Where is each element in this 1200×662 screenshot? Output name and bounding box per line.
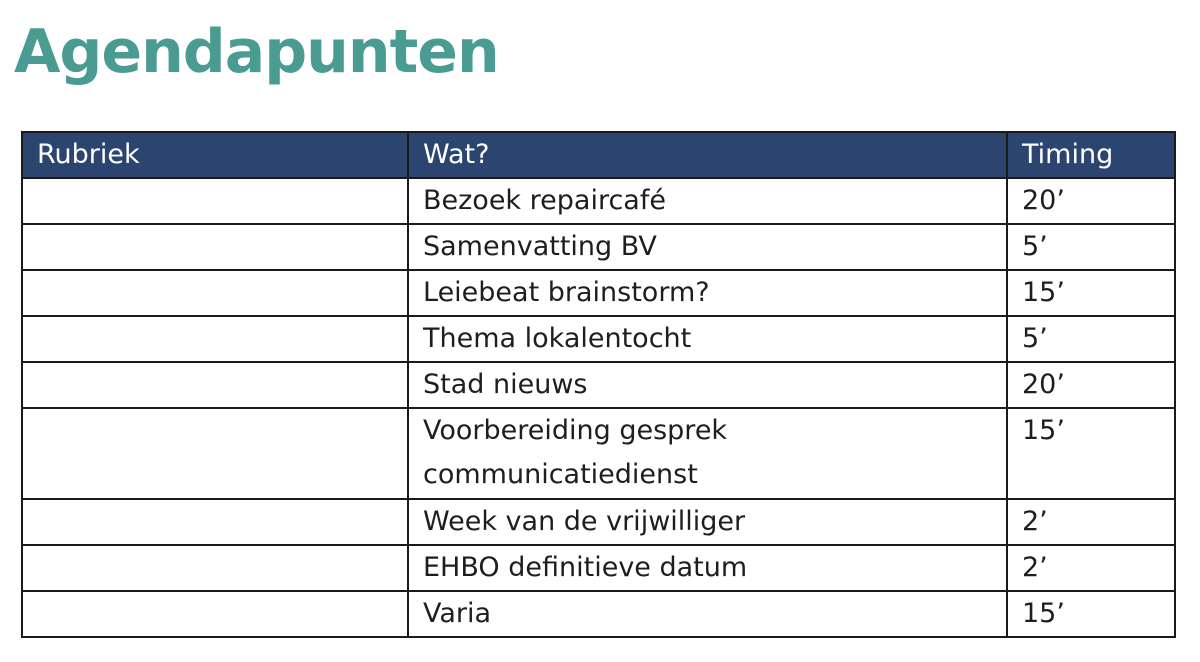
cell-rubriek[interactable] xyxy=(22,408,408,499)
table-body xyxy=(22,178,1175,637)
cell-rubriek[interactable] xyxy=(22,178,408,224)
cell-timing[interactable]: 15’ xyxy=(1007,408,1175,499)
cell-timing[interactable]: 2’ xyxy=(1007,545,1175,591)
cell-rubriek[interactable] xyxy=(22,545,408,591)
cell-rubriek[interactable] xyxy=(22,224,408,270)
page-title: Agendapunten xyxy=(14,17,499,87)
table-row xyxy=(22,545,1175,591)
cell-wat[interactable]: Voorbereiding gesprek communicatiedienst xyxy=(408,408,1007,499)
cell-wat[interactable]: EHBO definitieve datum xyxy=(408,545,1007,591)
header-wat: Wat? xyxy=(408,132,1007,178)
table-row xyxy=(22,224,1175,270)
cell-timing[interactable]: 15’ xyxy=(1007,270,1175,316)
cell-timing[interactable]: 20’ xyxy=(1007,362,1175,408)
cell-timing[interactable]: 15’ xyxy=(1007,591,1175,637)
agenda-table xyxy=(21,131,1176,638)
cell-rubriek[interactable] xyxy=(22,499,408,545)
cell-wat[interactable]: Varia xyxy=(408,591,1007,637)
header-rubriek: Rubriek xyxy=(22,132,408,178)
table-row xyxy=(22,591,1175,637)
table-header xyxy=(22,132,1175,178)
cell-rubriek[interactable] xyxy=(22,270,408,316)
cell-wat[interactable]: Week van de vrijwilliger xyxy=(408,499,1007,545)
table-row xyxy=(22,362,1175,408)
cell-rubriek[interactable] xyxy=(22,316,408,362)
cell-rubriek[interactable] xyxy=(22,362,408,408)
header-row xyxy=(22,132,1175,178)
cell-timing[interactable]: 5’ xyxy=(1007,316,1175,362)
cell-timing[interactable]: 5’ xyxy=(1007,224,1175,270)
table-row xyxy=(22,499,1175,545)
cell-timing[interactable]: 20’ xyxy=(1007,178,1175,224)
header-timing: Timing xyxy=(1007,132,1175,178)
table-row xyxy=(22,270,1175,316)
cell-wat[interactable]: Bezoek repaircafé xyxy=(408,178,1007,224)
table-row xyxy=(22,178,1175,224)
cell-wat[interactable]: Stad nieuws xyxy=(408,362,1007,408)
cell-rubriek[interactable] xyxy=(22,591,408,637)
cell-wat[interactable]: Thema lokalentocht xyxy=(408,316,1007,362)
cell-timing[interactable]: 2’ xyxy=(1007,499,1175,545)
cell-wat[interactable]: Samenvatting BV xyxy=(408,224,1007,270)
table-row xyxy=(22,316,1175,362)
table-row xyxy=(22,408,1175,499)
cell-wat[interactable]: Leiebeat brainstorm? xyxy=(408,270,1007,316)
